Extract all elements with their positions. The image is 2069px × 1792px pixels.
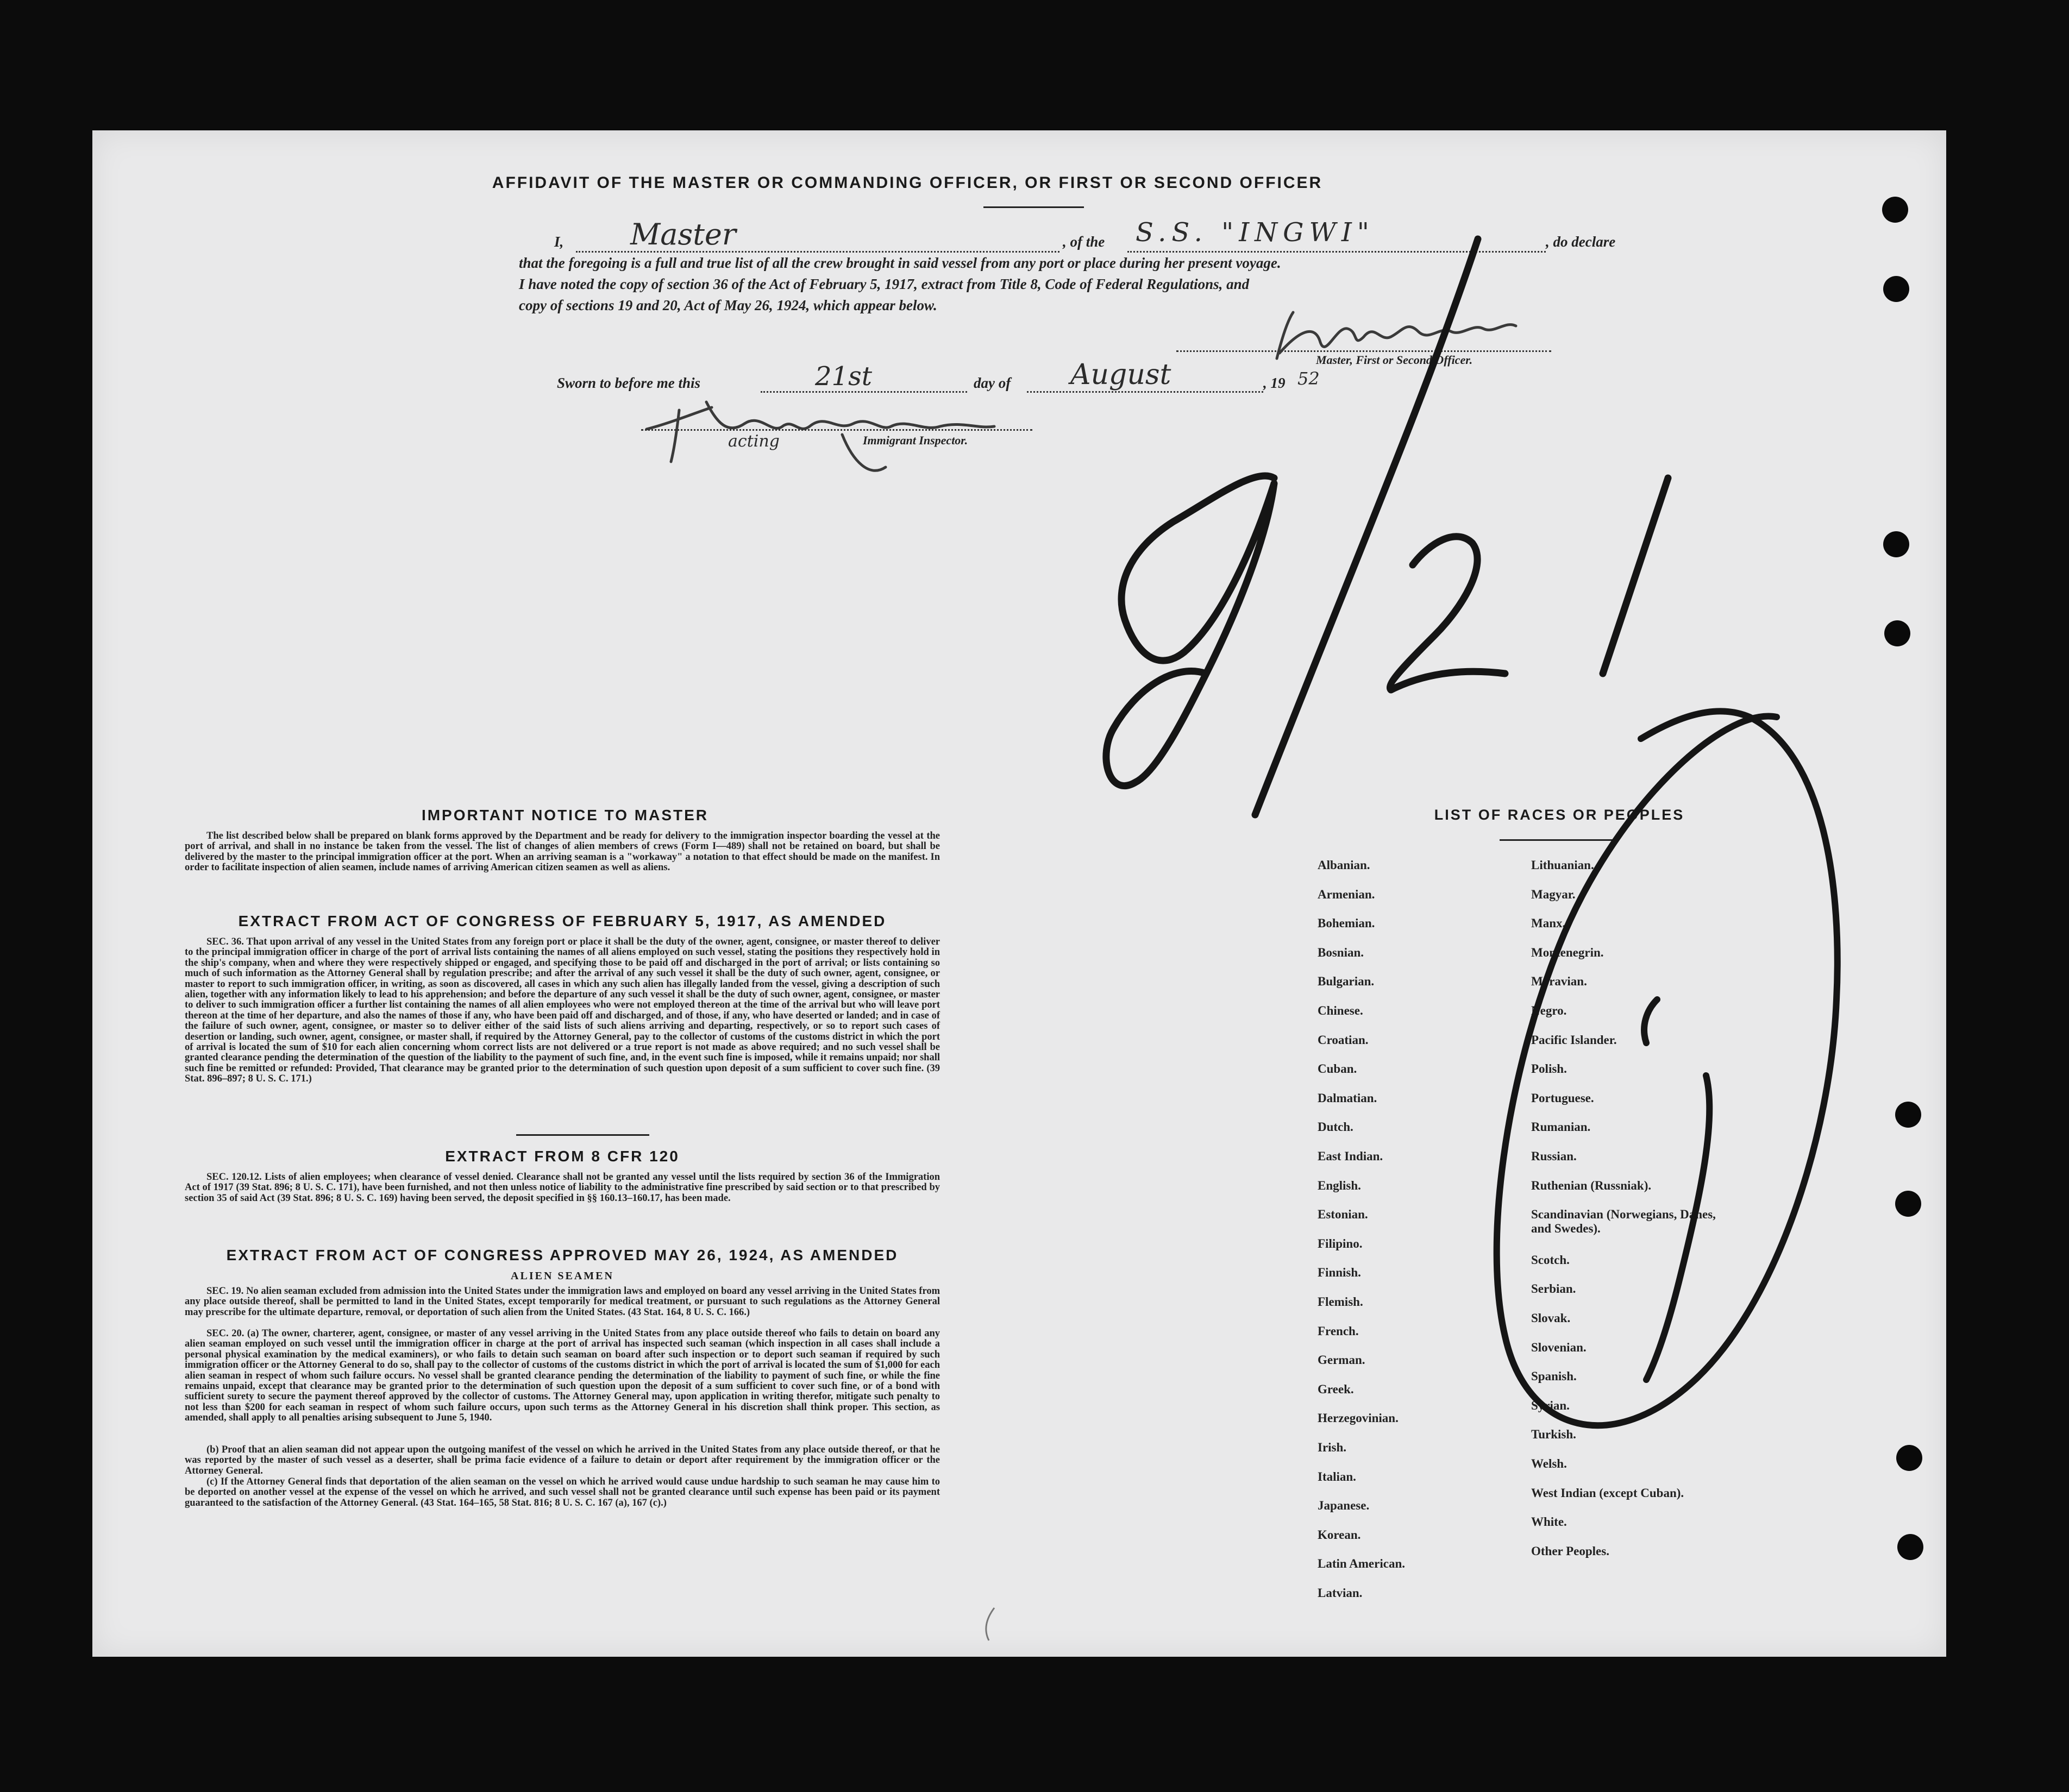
race-item: Polish. xyxy=(1531,1062,1567,1076)
extractcfr-body: SEC. 120.12. Lists of alien employees; when clearance of vessel denied. Clearance shall not be granted any vessel until the lists required by section 36 of the Immigration Act of 1917 (39 Stat. 896; 8 U. S. C. 171), have been furnished, and not then unless notice of liability to the administrative fine prescribed by said section or to that prescribed by section 35 of said Act (39 Stat. 896; 8 U. S. C. 169) having been served, the deposit specified in §§ 160.13–160.17, has been made. xyxy=(185,1172,940,1204)
section-divider xyxy=(516,1134,649,1136)
race-item: Welsh. xyxy=(1531,1457,1567,1470)
race-item: Bosnian. xyxy=(1318,945,1364,959)
race-item: English. xyxy=(1318,1178,1361,1192)
race-item: Lithuanian. xyxy=(1531,858,1594,872)
race-item: Cuban. xyxy=(1318,1062,1357,1076)
race-item: Dalmatian. xyxy=(1318,1091,1377,1105)
sworn-month-handwriting: August xyxy=(1070,359,1171,391)
race-item: Albanian. xyxy=(1318,858,1370,872)
affidavit-line1-prefix: I, xyxy=(554,234,564,250)
extract1924-sec20a: SEC. 20. (a) The owner, charterer, agent, consignee, or master of any vessel arriving in the United States from any place outside thereof who fails to detain on board any alien seaman employed on such vessel until the immigration officer in charge at the port of arrival has inspected such seaman (which inspection in all cases shall include a personal physical examination by the medical examiners), or who fails to detain such seaman on board after such inspection or to deport such seaman if required by such immigration officer or the Attorney General to do so, shall pay to the collector of customs of the customs district in which the port of arrival is located the sum of $1,000 for each alien seaman in respect of whom such failure occurs. No vessel shall be granted clearance pending the determination of the liability to payment of such fine, or while the fine remains unpaid, except that clearance may be granted prior to the determination of such question upon the deposit of a sum sufficient to cover such fine, or of a bond with sufficient surety to secure the payment thereof approved by the collector of customs. The Attorney General may, upon application in writing therefor, mitigate such penalty to not less than $200 for each seaman in respect of whom such failure occurs, upon such terms as the Attorney General in his discretion shall think proper. This section, as amended, shall apply to all penalties arising subsequent to June 5, 1940. xyxy=(185,1328,940,1424)
race-item: Chinese. xyxy=(1318,1004,1363,1017)
handwritten-annotations xyxy=(92,130,1946,1657)
date-mark-text xyxy=(92,130,93,131)
extract1924-sec20c: (c) If the Attorney General finds that deportation of the alien seaman on the vessel on which he arrived would cause undue hardship to such seaman he may cause him to be deported on another vessel at the expense of the vessel on which he arrived, and such vessel shall not be granted clearance until such expense has been paid or its payment guaranteed to the satisfaction of the Attorney General. (43 Stat. 164–165, 58 Stat. 816; 8 U. S. C. 167 (a), 167 (c).) xyxy=(185,1476,940,1508)
affidavit-title: AFFIDAVIT OF THE MASTER OR COMMANDING OFFICER, OR FIRST OR SECOND OFFICER xyxy=(492,174,1323,192)
race-item: Moravian. xyxy=(1531,974,1587,989)
form-sheet xyxy=(92,130,1946,1657)
notice-body: The list described below shall be prepared on blank forms approved by the Department and be ready for delivery to the immigration inspector boarding the vessel at the port of arrival, and shall in no instance be taken from the vessel. The list of changes of alien members of crews (Form I—489) shall not be retained on board, but shall be delivered by the master to the principal immigration officer at the port. When an arriving seaman is a "workaway" a notation to that effect should be made on the manifest. In order to facilitate inspection of alien seamen, include names of arriving American citizen seamen as well as aliens. xyxy=(185,831,940,873)
race-item: Syrian. xyxy=(1531,1398,1570,1412)
extract1924-subtitle: ALIEN SEAMEN xyxy=(511,1270,614,1282)
punch-hole xyxy=(1883,531,1909,557)
sworn-day-handwriting: 21st xyxy=(815,361,872,392)
race-item: Montenegrin. xyxy=(1531,945,1604,959)
extractcfr-title: EXTRACT FROM 8 CFR 120 xyxy=(445,1148,680,1165)
race-item: Latin American. xyxy=(1318,1557,1405,1571)
race-item: Scotch. xyxy=(1531,1253,1570,1267)
punch-hole xyxy=(1883,276,1909,302)
affidavit-line1-mid: , of the xyxy=(1063,234,1105,250)
punch-hole xyxy=(1895,1102,1921,1128)
vessel-handwriting: S.S. "INGWI" xyxy=(1136,217,1375,248)
affidavit-line4: copy of sections 19 and 20, Act of May 26, 1924, which appear below. xyxy=(519,297,937,313)
race-item: Turkish. xyxy=(1531,1428,1576,1442)
affidavit-line3: I have noted the copy of section 36 of the Act of February 5, 1917, extract from Title 8, Code of Federal Regulations, and xyxy=(519,276,1250,292)
race-item: Filipino. xyxy=(1318,1236,1363,1250)
race-item: West Indian (except Cuban). xyxy=(1531,1486,1684,1500)
race-item: Flemish. xyxy=(1318,1295,1363,1309)
races-title-underline xyxy=(1500,839,1616,841)
race-item: Herzegovinian. xyxy=(1318,1411,1399,1425)
master-caption: Master, First or Second Officer. xyxy=(1316,353,1473,367)
notice-title: IMPORTANT NOTICE TO MASTER xyxy=(421,807,709,823)
race-item: Greek. xyxy=(1318,1382,1354,1396)
inspector-caption: Immigrant Inspector. xyxy=(863,433,968,447)
inspector-note-handwriting: acting xyxy=(728,432,780,451)
inspector-signature xyxy=(92,130,1946,1657)
punch-hole xyxy=(1884,620,1910,646)
punch-hole xyxy=(1897,1534,1923,1560)
race-item: Italian. xyxy=(1318,1469,1356,1483)
race-item: Irish. xyxy=(1318,1441,1347,1454)
punch-hole xyxy=(1882,197,1908,223)
affidavit-line2: that the foregoing is a full and true list of all the crew brought in said vessel from any port or place during her present voyage. xyxy=(519,255,1281,271)
race-item: Russian. xyxy=(1531,1149,1577,1163)
sworn-month-field xyxy=(1027,391,1263,393)
extract1917-title: EXTRACT FROM ACT OF CONGRESS OF FEBRUARY 5, 1917, AS AMENDED xyxy=(238,913,887,929)
extract1924-sec19: SEC. 19. No alien seaman excluded from admission into the United States under the immigration laws and employed on board any vessel arriving in the United States from any place outside thereof, shall be permitted to land in the United States, except temporarily for medical treatment, or pursuant to such regulations as the Attorney General may prescribe for the ultimate departure, removal, or deportation of such alien from the United States. (43 Stat. 164, 8 U. S. C. 166.) xyxy=(185,1286,940,1318)
extract1924-title: EXTRACT FROM ACT OF CONGRESS APPROVED MAY 26, 1924, AS AMENDED xyxy=(226,1247,899,1263)
race-item: Dutch. xyxy=(1318,1120,1353,1134)
race-item: Japanese. xyxy=(1318,1499,1370,1513)
sworn-year-prefix: , 19 xyxy=(1263,375,1286,391)
race-item: Bohemian. xyxy=(1318,916,1375,930)
race-item: Manx. xyxy=(1531,916,1566,930)
race-item: German. xyxy=(1318,1353,1365,1367)
race-item: Rumanian. xyxy=(1531,1120,1591,1134)
race-item: Spanish. xyxy=(1531,1369,1577,1384)
count-mark-text xyxy=(92,131,93,132)
affidavit-line1-suffix: , do declare xyxy=(1546,234,1616,250)
race-item: Magyar. xyxy=(1531,887,1576,901)
date-mark-drawing xyxy=(1106,239,1668,815)
extract1924-sec20b: (b) Proof that an alien seaman did not appear upon the outgoing manifest of the vessel on which he arrived in the United States from any place outside thereof, or that he was reported by the master of such vessel as a deserter, shall be prima facie evidence of a failure to detain or deport after requirement by the immigration officer or the Attorney General. xyxy=(185,1444,940,1476)
master-signature-line xyxy=(1176,350,1551,352)
race-item: East Indian. xyxy=(1318,1149,1383,1163)
master-signature xyxy=(92,130,1946,1657)
race-item: White. xyxy=(1531,1515,1567,1529)
inspector-signature-line xyxy=(641,429,1032,431)
race-item: Croatian. xyxy=(1318,1033,1369,1047)
race-item: French. xyxy=(1318,1324,1359,1338)
race-item: Portuguese. xyxy=(1531,1091,1594,1105)
title-underline xyxy=(983,206,1084,208)
race-item: Other Peoples. xyxy=(1531,1544,1609,1558)
vessel-field xyxy=(1127,251,1546,253)
race-item: Korean. xyxy=(1318,1527,1361,1542)
race-item: Bulgarian. xyxy=(1318,974,1375,989)
race-item: Slovak. xyxy=(1531,1311,1571,1325)
punch-hole xyxy=(1896,1445,1922,1471)
race-item: Latvian. xyxy=(1318,1586,1363,1600)
sworn-day-label: day of xyxy=(974,375,1011,391)
declarant-handwriting: Master xyxy=(630,217,736,251)
sworn-prefix: Sworn to before me this xyxy=(557,375,701,391)
race-item: Pacific Islander. xyxy=(1531,1033,1617,1047)
race-item: Slovenian. xyxy=(1531,1340,1587,1354)
races-title: LIST OF RACES OR PEOPLES xyxy=(1434,807,1685,823)
margin-tick xyxy=(986,1608,994,1640)
extract1917-body: SEC. 36. That upon arrival of any vessel in the United States from any foreign port or place it shall be the duty of the owner, agent, consignee, or master thereof to deliver to the principal immigration officer in charge of the port of arrival lists containing the names of all aliens employed on such vessel, stating the positions they respectively hold in the ship's company, when and where they were respectively shipped or engaged, and specifying those to be paid off and discharged in the port of arrival; or lists containing so much of such information as the Attorney General shall by regulation prescribe; and after the arrival of any such vessel it shall be the duty of such owner, agent, consignee, or master to report to such immigration officer, in writing, as soon as discovered, all cases in which any such alien has illegally landed from the vessel, giving a description of such alien, together with any information likely to lead to his apprehension; and before the departure of any such vessel it shall be the duty of such owner, agent, consignee, or master to deliver to such immigration officer a further list containing the names of all alien employees who were not employed thereon at the time of the arrival but who will leave port thereon at the time of her departure, and also the names of those if any, who have been paid off and discharged, and of those, if any, who have deserted or landed; and in case of the failure of such owner, agent, consignee, or master so to deliver either of the said lists of such aliens arriving and departing, respectively, or so to report such cases of desertion or landing, such owner, agent, consignee, or master shall, if required by the Attorney General, pay to the collector of customs of the customs district in which the port of arrival is located the sum of $10 for each alien concerning whom correct lists are not delivered or a true report is not made as above required; and no such vessel shall be granted clearance pending the determination of the question of the liability to the payment of such fine, and, in the event such fine is imposed, while it remains unpaid; nor shall such fine be remitted or refunded: Provided, That clearance may be granted prior to the determination of such question upon deposit of a sum sufficient to cover such fine. (39 Stat. 896–897; 8 U. S. C. 171.) xyxy=(185,936,940,1085)
race-item: Finnish. xyxy=(1318,1266,1361,1280)
sworn-year-handwriting: 52 xyxy=(1297,368,1320,389)
race-item: Scandinavian (Norwegians, Danes, and Swedes). xyxy=(1531,1208,1716,1236)
race-item: Ruthenian (Russniak). xyxy=(1531,1178,1652,1192)
punch-hole xyxy=(1895,1191,1921,1217)
race-item: Negro. xyxy=(1531,1004,1567,1017)
race-item: Armenian. xyxy=(1318,887,1375,901)
race-item: Estonian. xyxy=(1318,1208,1368,1222)
race-item: Serbian. xyxy=(1531,1282,1576,1296)
